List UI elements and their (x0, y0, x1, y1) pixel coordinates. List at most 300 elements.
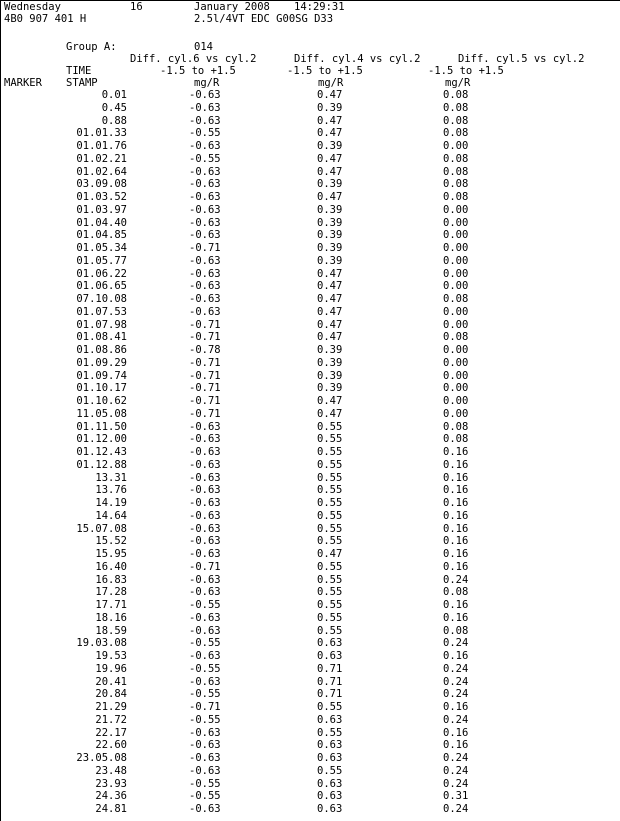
cyl5-value: 0.08 (443, 624, 469, 637)
col3-range: -1.5 to +1.5 (428, 65, 504, 77)
cyl4-value: 0.63 (317, 752, 343, 764)
cyl4-value: 0.47 (317, 305, 343, 318)
time-stamp: 13.31 (95, 471, 127, 484)
table-row (0, 484, 620, 496)
cyl4-value: 0.63 (317, 803, 343, 815)
cyl5-value: 0.16 (443, 509, 469, 522)
time-stamp: 20.84 (95, 688, 127, 701)
col2-unit: mg/R (318, 77, 344, 89)
cyl5-value: 0.08 (443, 127, 469, 140)
time-stamp: 01.12.00 (76, 433, 127, 446)
cyl5-value: 0.08 (443, 165, 469, 178)
cyl6-value: -0.55 (189, 599, 221, 611)
cyl5-value: 0.00 (443, 203, 469, 216)
time-stamp: 19.53 (95, 650, 127, 662)
time-stamp: 01.12.43 (76, 446, 127, 458)
table-row (0, 89, 620, 101)
cyl5-value: 0.08 (443, 89, 469, 101)
cyl6-value: -0.55 (189, 688, 221, 701)
cyl5-value: 0.00 (443, 318, 469, 331)
header-engine: 2.5l/4VT EDC G00SG D33 (194, 13, 334, 25)
time-stamp: 01.09.29 (76, 356, 127, 369)
table-row (0, 446, 620, 458)
time-stamp: 13.76 (95, 484, 127, 497)
table-row (0, 433, 620, 445)
cyl4-value: 0.55 (317, 611, 343, 624)
cyl5-value: 0.16 (443, 611, 469, 624)
table-row (0, 803, 620, 815)
cyl4-value: 0.47 (317, 114, 343, 127)
cyl4-value: 0.39 (317, 254, 343, 267)
cyl6-value: -0.55 (189, 777, 221, 790)
col1-unit: mg/R (194, 77, 220, 89)
cyl6-value: -0.55 (189, 790, 221, 803)
cyl4-value: 0.55 (317, 522, 343, 535)
cyl4-value: 0.55 (317, 624, 343, 637)
cyl5-value: 0.08 (443, 586, 469, 599)
cyl6-value: -0.78 (189, 344, 221, 356)
cyl4-value: 0.71 (317, 688, 343, 701)
cyl4-value: 0.39 (317, 382, 343, 395)
time-stamp: 01.10.62 (76, 395, 127, 407)
time-stamp: 01.03.97 (76, 203, 127, 216)
time-stamp: 0.01 (101, 89, 127, 101)
table-row (0, 115, 620, 127)
cyl4-value: 0.47 (317, 293, 343, 305)
time-stamp: 01.08.86 (76, 344, 127, 356)
table-row (0, 331, 620, 343)
cyl4-value: 0.39 (317, 242, 343, 254)
time-stamp: 01.07.53 (76, 305, 127, 318)
time-stamp: 15.95 (95, 548, 127, 560)
table-row (0, 752, 620, 764)
col3-title: Diff. cyl.5 vs cyl.2 (458, 53, 585, 65)
time-stamp: 11.05.08 (76, 407, 127, 420)
table-row (0, 306, 620, 318)
time-stamp: 23.93 (95, 777, 127, 790)
cyl6-value: -0.63 (189, 624, 221, 637)
time-stamp: 17.71 (95, 599, 127, 611)
time-stamp: 22.17 (95, 726, 127, 739)
time-stamp: 14.64 (95, 509, 127, 522)
cyl5-value: 0.08 (443, 101, 469, 114)
table-row (0, 739, 620, 751)
cyl4-value: 0.63 (317, 777, 343, 790)
header-date-num: 16 (130, 1, 143, 13)
cyl4-value: 0.39 (317, 356, 343, 369)
time-stamp: 01.10.17 (76, 382, 127, 395)
cyl4-value: 0.39 (317, 140, 343, 152)
cyl6-value: -0.63 (189, 216, 221, 229)
time-stamp: 01.11.50 (76, 420, 127, 433)
table-row (0, 268, 620, 280)
cyl4-value: 0.39 (317, 178, 343, 191)
cyl5-value: 0.00 (443, 356, 469, 369)
cyl5-value: 0.16 (443, 726, 469, 739)
table-row (0, 344, 620, 356)
cyl4-value: 0.39 (317, 229, 343, 242)
cyl5-value: 0.16 (443, 701, 469, 713)
cyl6-value: -0.71 (189, 242, 221, 254)
cyl6-value: -0.63 (189, 433, 221, 446)
table-row (0, 102, 620, 114)
cyl5-value: 0.08 (443, 191, 469, 203)
cyl4-value: 0.39 (317, 216, 343, 229)
table-row (0, 229, 620, 241)
table-row (0, 459, 620, 471)
cyl5-value: 0.00 (443, 407, 469, 420)
cyl4-value: 0.55 (317, 471, 343, 484)
cyl4-value: 0.55 (317, 433, 343, 446)
time-stamp: 21.29 (95, 701, 127, 713)
table-row (0, 535, 620, 547)
cyl5-value: 0.24 (443, 573, 469, 586)
cyl5-value: 0.00 (443, 216, 469, 229)
cyl4-value: 0.47 (317, 152, 343, 165)
table-row (0, 166, 620, 178)
time-stamp: 18.59 (95, 624, 127, 637)
time-stamp: 01.03.52 (76, 191, 127, 203)
table-row (0, 497, 620, 509)
time-stamp: 24.36 (95, 790, 127, 803)
cyl4-value: 0.39 (317, 369, 343, 382)
cyl5-value: 0.00 (443, 280, 469, 293)
time-stamp: 01.01.33 (76, 127, 127, 140)
time-stamp: 01.09.74 (76, 369, 127, 382)
cyl4-value: 0.55 (317, 497, 343, 509)
cyl4-value: 0.47 (317, 395, 343, 407)
cyl5-value: 0.08 (443, 293, 469, 305)
time-stamp: 22.60 (95, 739, 127, 752)
time-stamp: 0.45 (101, 101, 127, 114)
cyl6-value: -0.63 (189, 229, 221, 242)
col1-range: -1.5 to +1.5 (160, 65, 236, 77)
table-row (0, 293, 620, 305)
cyl4-value: 0.55 (317, 458, 343, 471)
table-row (0, 191, 620, 203)
cyl4-value: 0.63 (317, 739, 343, 752)
cyl6-value: -0.55 (189, 127, 221, 140)
cyl6-value: -0.63 (189, 191, 221, 203)
cyl5-value: 0.00 (443, 344, 469, 356)
cyl5-value: 0.24 (443, 637, 469, 650)
cyl6-value: -0.63 (189, 101, 221, 114)
time-stamp: 01.06.22 (76, 267, 127, 280)
time-stamp: 07.10.08 (76, 293, 127, 305)
group-label: Group A: (66, 41, 117, 53)
header-month-year: January 2008 (194, 1, 270, 13)
table-row (0, 599, 620, 611)
cyl6-value: -0.63 (189, 420, 221, 433)
time-stamp: 23.05.08 (76, 752, 127, 764)
cyl5-value: 0.00 (443, 267, 469, 280)
cyl6-value: -0.71 (189, 331, 221, 344)
cyl6-value: -0.71 (189, 395, 221, 407)
table-row (0, 561, 620, 573)
cyl4-value: 0.47 (317, 318, 343, 331)
group-number: 014 (194, 41, 213, 53)
cyl4-value: 0.39 (317, 344, 343, 356)
time-stamp: 03.09.08 (76, 178, 127, 191)
time-stamp: 16.83 (95, 573, 127, 586)
table-row (0, 153, 620, 165)
table-row (0, 676, 620, 688)
cyl5-value: 0.16 (443, 458, 469, 471)
cyl4-value: 0.47 (317, 89, 343, 101)
table-row (0, 140, 620, 152)
table-row (0, 650, 620, 662)
table-row (0, 574, 620, 586)
cyl4-value: 0.55 (317, 586, 343, 599)
table-row (0, 204, 620, 216)
table-row (0, 370, 620, 382)
time-stamp: 01.05.77 (76, 254, 127, 267)
time-stamp: 0.88 (101, 114, 127, 127)
cyl4-value: 0.55 (317, 509, 343, 522)
cyl6-value: -0.63 (189, 178, 221, 191)
cyl6-value: -0.63 (189, 458, 221, 471)
table-row (0, 778, 620, 790)
time-stamp: 19.03.08 (76, 637, 127, 650)
time-stamp: 01.12.88 (76, 458, 127, 471)
table-row (0, 127, 620, 139)
table-row (0, 727, 620, 739)
time-stamp: 01.02.64 (76, 165, 127, 178)
time-stamp: 24.81 (95, 803, 127, 815)
cyl4-value: 0.55 (317, 446, 343, 458)
cyl5-value: 0.08 (443, 178, 469, 191)
cyl4-value: 0.47 (317, 548, 343, 560)
table-row (0, 472, 620, 484)
cyl5-value: 0.16 (443, 548, 469, 560)
cyl6-value: -0.63 (189, 573, 221, 586)
table-row (0, 765, 620, 777)
cyl6-value: -0.63 (189, 650, 221, 662)
cyl4-value: 0.55 (317, 599, 343, 611)
cyl6-value: -0.63 (189, 803, 221, 815)
cyl4-value: 0.55 (317, 484, 343, 497)
table-row (0, 280, 620, 292)
table-row (0, 714, 620, 726)
time-stamp: 23.48 (95, 764, 127, 777)
cyl6-value: -0.63 (189, 140, 221, 152)
cyl4-value: 0.47 (317, 407, 343, 420)
cyl4-value: 0.55 (317, 726, 343, 739)
cyl6-value: -0.71 (189, 382, 221, 395)
table-row (0, 523, 620, 535)
time-stamp: 01.02.21 (76, 152, 127, 165)
table-row (0, 637, 620, 649)
cyl6-value: -0.55 (189, 662, 221, 675)
cyl5-value: 0.24 (443, 777, 469, 790)
cyl6-value: -0.71 (189, 356, 221, 369)
cyl6-value: -0.63 (189, 522, 221, 535)
time-stamp: 20.41 (95, 675, 127, 688)
cyl5-value: 0.16 (443, 560, 469, 573)
cyl5-value: 0.16 (443, 484, 469, 497)
time-stamp: 21.72 (95, 713, 127, 726)
cyl6-value: -0.55 (189, 713, 221, 726)
cyl5-value: 0.00 (443, 382, 469, 395)
cyl6-value: -0.63 (189, 675, 221, 688)
cyl5-value: 0.24 (443, 764, 469, 777)
cyl4-value: 0.39 (317, 101, 343, 114)
cyl5-value: 0.00 (443, 229, 469, 242)
cyl5-value: 0.08 (443, 331, 469, 344)
cyl4-value: 0.47 (317, 191, 343, 203)
cyl6-value: -0.63 (189, 739, 221, 752)
cyl6-value: -0.63 (189, 305, 221, 318)
time-stamp: 01.04.40 (76, 216, 127, 229)
header-day: Wednesday (4, 1, 61, 13)
cyl4-value: 0.71 (317, 662, 343, 675)
cyl4-value: 0.71 (317, 675, 343, 688)
cyl4-value: 0.55 (317, 420, 343, 433)
cyl4-value: 0.63 (317, 650, 343, 662)
cyl5-value: 0.24 (443, 662, 469, 675)
cyl4-value: 0.47 (317, 165, 343, 178)
time-stamp: 15.07.08 (76, 522, 127, 535)
cyl5-value: 0.24 (443, 713, 469, 726)
table-row (0, 510, 620, 522)
cyl5-value: 0.00 (443, 242, 469, 254)
time-stamp: 01.05.34 (76, 242, 127, 254)
cyl6-value: -0.63 (189, 497, 221, 509)
cyl5-value: 0.16 (443, 739, 469, 752)
table-row (0, 395, 620, 407)
table-row (0, 548, 620, 560)
cyl6-value: -0.63 (189, 726, 221, 739)
cyl5-value: 0.16 (443, 471, 469, 484)
table-row (0, 217, 620, 229)
cyl6-value: -0.63 (189, 89, 221, 101)
cyl4-value: 0.47 (317, 267, 343, 280)
cyl5-value: 0.00 (443, 254, 469, 267)
table-row (0, 408, 620, 420)
cyl6-value: -0.63 (189, 586, 221, 599)
cyl4-value: 0.55 (317, 560, 343, 573)
cyl6-value: -0.63 (189, 165, 221, 178)
table-row (0, 663, 620, 675)
table-row (0, 382, 620, 394)
cyl5-value: 0.08 (443, 420, 469, 433)
col2-range: -1.5 to +1.5 (287, 65, 363, 77)
table-row (0, 586, 620, 598)
cyl6-value: -0.63 (189, 254, 221, 267)
cyl4-value: 0.47 (317, 280, 343, 293)
cyl4-value: 0.55 (317, 535, 343, 548)
cyl5-value: 0.16 (443, 599, 469, 611)
cyl4-value: 0.55 (317, 764, 343, 777)
cyl6-value: -0.71 (189, 560, 221, 573)
cyl4-value: 0.55 (317, 573, 343, 586)
cyl5-value: 0.16 (443, 522, 469, 535)
col2-title: Diff. cyl.4 vs cyl.2 (294, 53, 421, 65)
cyl4-value: 0.39 (317, 203, 343, 216)
cyl6-value: -0.63 (189, 509, 221, 522)
table-row (0, 255, 620, 267)
header-ecu-part: 4B0 907 401 H (4, 13, 87, 25)
marker-header: MARKER (4, 77, 42, 89)
cyl6-value: -0.63 (189, 293, 221, 305)
cyl5-value: 0.16 (443, 446, 469, 458)
cyl4-value: 0.47 (317, 331, 343, 344)
table-row (0, 625, 620, 637)
cyl6-value: -0.63 (189, 752, 221, 764)
time-stamp: 18.16 (95, 611, 127, 624)
cyl4-value: 0.63 (317, 713, 343, 726)
time-header-line1: TIME (66, 65, 92, 77)
cyl6-value: -0.63 (189, 611, 221, 624)
cyl6-value: -0.71 (189, 407, 221, 420)
time-stamp: 14.19 (95, 497, 127, 509)
table-row (0, 701, 620, 713)
cyl5-value: 0.00 (443, 369, 469, 382)
cyl5-value: 0.00 (443, 395, 469, 407)
cyl5-value: 0.08 (443, 114, 469, 127)
cyl5-value: 0.24 (443, 688, 469, 701)
table-row (0, 319, 620, 331)
table-row (0, 688, 620, 700)
cyl6-value: -0.71 (189, 318, 221, 331)
cyl5-value: 0.24 (443, 752, 469, 764)
cyl5-value: 0.16 (443, 650, 469, 662)
table-row (0, 242, 620, 254)
cyl6-value: -0.63 (189, 280, 221, 293)
cyl5-value: 0.00 (443, 140, 469, 152)
time-stamp: 15.52 (95, 535, 127, 548)
cyl5-value: 0.24 (443, 803, 469, 815)
cyl6-value: -0.63 (189, 203, 221, 216)
table-row (0, 178, 620, 190)
time-header-line2: STAMP (66, 77, 98, 89)
cyl6-value: -0.63 (189, 548, 221, 560)
cyl4-value: 0.47 (317, 127, 343, 140)
cyl6-value: -0.55 (189, 637, 221, 650)
time-stamp: 17.28 (95, 586, 127, 599)
time-stamp: 01.01.76 (76, 140, 127, 152)
cyl5-value: 0.08 (443, 433, 469, 446)
cyl5-value: 0.24 (443, 675, 469, 688)
cyl6-value: -0.71 (189, 701, 221, 713)
cyl5-value: 0.16 (443, 535, 469, 548)
cyl5-value: 0.31 (443, 790, 469, 803)
cyl6-value: -0.63 (189, 764, 221, 777)
table-row (0, 790, 620, 802)
time-stamp: 19.96 (95, 662, 127, 675)
cyl4-value: 0.63 (317, 790, 343, 803)
cyl5-value: 0.16 (443, 497, 469, 509)
table-row (0, 357, 620, 369)
cyl6-value: -0.63 (189, 114, 221, 127)
time-stamp: 01.07.98 (76, 318, 127, 331)
cyl4-value: 0.55 (317, 701, 343, 713)
cyl6-value: -0.63 (189, 535, 221, 548)
cyl6-value: -0.63 (189, 267, 221, 280)
cyl6-value: -0.55 (189, 152, 221, 165)
col3-unit: mg/R (445, 77, 471, 89)
col1-title: Diff. cyl.6 vs cyl.2 (130, 53, 257, 65)
time-stamp: 01.06.65 (76, 280, 127, 293)
cyl6-value: -0.71 (189, 369, 221, 382)
cyl6-value: -0.63 (189, 484, 221, 497)
cyl6-value: -0.63 (189, 471, 221, 484)
table-row (0, 612, 620, 624)
cyl4-value: 0.63 (317, 637, 343, 650)
table-row (0, 421, 620, 433)
header-time: 14:29:31 (294, 1, 345, 13)
time-stamp: 01.04.85 (76, 229, 127, 242)
